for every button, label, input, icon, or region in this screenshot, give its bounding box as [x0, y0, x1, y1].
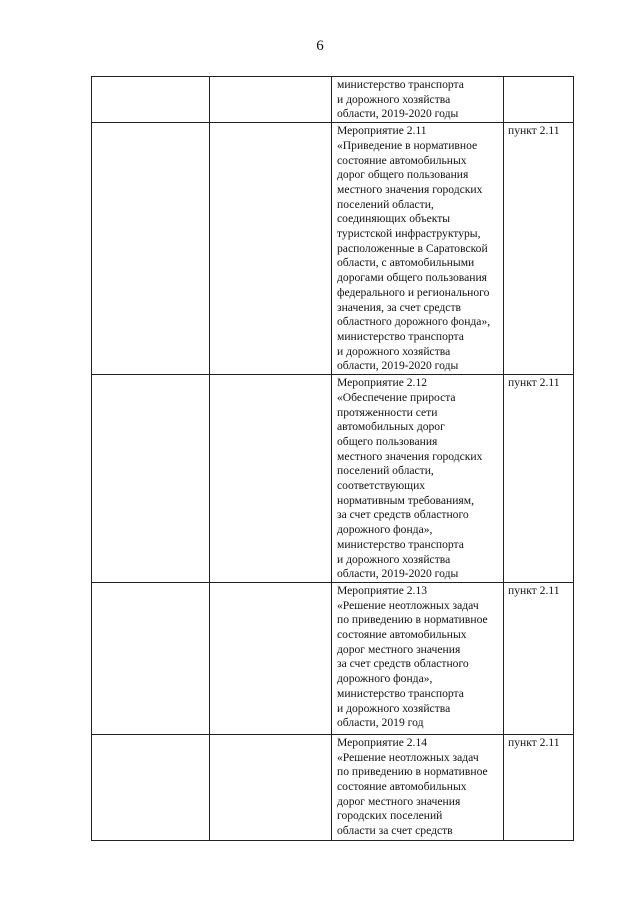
text-line: министерство транспорта — [337, 686, 464, 700]
empty-cell-col1 — [92, 734, 210, 840]
text-line: туристской инфраструктуры, — [337, 227, 481, 241]
text-line: Мероприятие 2.12 — [337, 376, 428, 390]
text-line: и дорожного хозяйства — [337, 701, 451, 715]
measure-description-cell — [332, 734, 504, 840]
empty-cell-col1 — [92, 582, 210, 734]
empty-cell-col1 — [92, 375, 210, 583]
text-line: дорожного фонда», — [337, 523, 433, 537]
text-line: министерство транспорта — [337, 329, 464, 343]
text-line: области, 2019-2020 годы — [337, 107, 459, 121]
text-line: протяженности сети — [337, 405, 438, 419]
empty-cell-col2 — [210, 734, 332, 840]
text-line: состояние автомобильных — [337, 153, 467, 167]
measure-description — [332, 77, 503, 122]
reference-cell — [504, 375, 574, 583]
text-line: поселений области, — [337, 197, 434, 211]
text-line: значения, за счет средств — [337, 300, 461, 314]
text-line: области за счет средств — [337, 824, 453, 838]
text-line: области, 2019-2020 годы — [337, 359, 459, 373]
text-line: поселений области, — [337, 464, 434, 478]
text-line: Мероприятие 2.13 — [337, 583, 428, 597]
text-line: автомобильных дорог — [337, 420, 445, 434]
text-line: соединяющих объекты — [337, 212, 451, 226]
text-line: местного значения городских — [337, 449, 483, 463]
table-row — [92, 77, 574, 123]
measure-description-cell — [332, 582, 504, 734]
text-line: за счет средств областного — [337, 657, 469, 671]
text-line: дорогами общего пользования — [337, 271, 487, 285]
text-line: общего пользования — [337, 434, 438, 448]
item-reference: пункт 2.11 — [508, 376, 560, 390]
table-row — [92, 375, 574, 583]
empty-cell-col2 — [210, 582, 332, 734]
empty-cell-col2 — [210, 375, 332, 583]
empty-cell-col2 — [210, 123, 332, 375]
text-line: Мероприятие 2.11 — [337, 124, 427, 138]
text-line: дорог общего пользования — [337, 168, 469, 182]
measure-description-cell — [332, 375, 504, 583]
text-line: области, с автомобильными — [337, 256, 475, 270]
text-line: Мероприятие 2.14 — [337, 735, 428, 749]
text-line: области, 2019 год — [337, 716, 424, 730]
reference-cell — [504, 77, 574, 123]
text-line: «Решение неотложных задач — [337, 598, 479, 612]
empty-cell-col1 — [92, 123, 210, 375]
item-reference: пункт 2.11 — [508, 735, 560, 749]
text-line: дорог местного значения — [337, 794, 461, 808]
measure-description — [332, 735, 503, 839]
text-line: по приведению в нормативное — [337, 613, 488, 627]
text-line: области, 2019-2020 годы — [337, 567, 459, 581]
text-line: и дорожного хозяйства — [337, 552, 451, 566]
text-line: состояние автомобильных — [337, 628, 467, 642]
text-line: «Решение неотложных задач — [337, 750, 479, 764]
empty-cell-col2 — [210, 77, 332, 123]
text-line: местного значения городских — [337, 182, 483, 196]
table-row — [92, 582, 574, 734]
text-line: министерство транспорта — [337, 78, 464, 91]
text-line: состояние автомобильных — [337, 780, 467, 794]
measure-description — [332, 375, 503, 582]
text-line: «Обеспечение прироста — [337, 390, 456, 404]
measure-description — [332, 123, 503, 374]
text-line: за счет средств областного — [337, 508, 469, 522]
text-line: по приведению в нормативное — [337, 765, 488, 779]
text-line: и дорожного хозяйства — [337, 344, 451, 358]
text-line: федерального и регионального — [337, 285, 490, 299]
reference-cell — [504, 582, 574, 734]
text-line: «Приведение в нормативное — [337, 138, 478, 152]
empty-cell-col1 — [92, 77, 210, 123]
reference-cell — [504, 123, 574, 375]
item-reference: пункт 2.11 — [508, 124, 560, 138]
text-line: областного дорожного фонда», — [337, 315, 491, 329]
measure-description-cell — [332, 123, 504, 375]
table-row — [92, 734, 574, 840]
measure-description-cell — [332, 77, 504, 123]
measure-description — [332, 583, 503, 731]
text-line: министерство транспорта — [337, 537, 464, 551]
text-line: и дорожного хозяйства — [337, 92, 451, 106]
table-row — [92, 123, 574, 375]
text-line: соответствующих — [337, 479, 426, 493]
text-line: нормативным требованиям, — [337, 493, 474, 507]
text-line: дорожного фонда», — [337, 672, 433, 686]
item-reference — [504, 77, 573, 78]
reference-cell — [504, 734, 574, 840]
text-line: городских поселений — [337, 809, 443, 823]
item-reference: пункт 2.11 — [508, 583, 560, 597]
measures-table — [91, 76, 574, 841]
text-line: расположенные в Саратовской — [337, 241, 488, 255]
page-number: 6 — [316, 38, 324, 54]
text-line: дорог местного значения — [337, 642, 461, 656]
